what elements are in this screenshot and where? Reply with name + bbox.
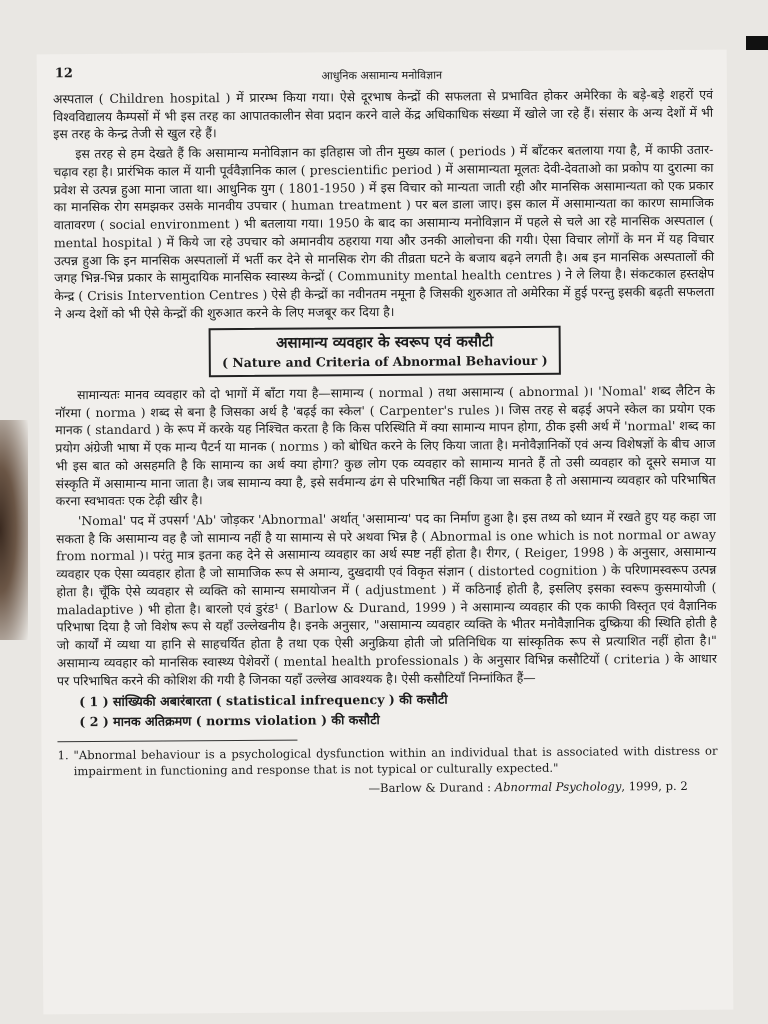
running-title: आधुनिक असामान्य मनोविज्ञान <box>321 68 443 83</box>
footnote-source-suffix: , 1999, p. 2 <box>621 778 688 793</box>
paragraph-2: इस तरह से हम देखते हैं कि असामान्य मनोविज्ञान का इतिहास जो तीन मुख्य काल ( periods ) में बाँटकर बतलाया गया है, में काफी उतार-चढ़ाव रहा है। प्रारंभिक काल में यानी पूर्ववैज्ञानिक काल ( prescientific period ) में असामान्यता मूलतः देवी-देवताओ का प्रकोप या दुरात्मा का प्रवेश से उत्पन्न हुआ माना जाता था। आधुनिक युग ( 1801-1950 ) में इस विचार को मान्यता जाती रही और मानसिक असामान्यता को एक प्रकार का मानसिक रोग समझकर उसके मानवीय उपचार ( human treatment ) पर बल डाला जाए। इस काल में असामान्यता का कारण सामाजिक वातावरण ( social environment ) भी बतलाया गया। 1950 के बाद का असामान्य मनोविज्ञान में पहले से चले आ रहे मानसिक अस्पताल ( mental hospital ) में किये जा रहे उपचार को अमानवीय ठहराया गया और उनकी आलोचना की गयी। ऐसा विचार लोगों के मन में यह विचार उत्पन्न हुआ कि इन मानसिक अस्पतालों में भर्ती कर देने से मानसिक रोग की तीव्रता घटने के बजाय बढ़ने लगती है। अब इन मानसिक अस्पतालों की जगह भिन्न-भिन्न प्रकार के सामुदायिक मानसिक स्वास्थ्य केन्द्रों ( Community mental health centres ) ने ले लिया है। संकटकाल हस्तक्षेप केन्द्र ( Crisis Intervention Centres ) ऐसे ही केन्द्रों का नवीनतम नमूना है जिसकी शुरुआत तो अमेरिका में हुई परन्तु इसकी बढ़ती सफलता ने अन्य देशों को भी ऐसे केन्द्रों की शुरुआत करने के लिए मजबूर कर दिया है। <box>53 141 715 322</box>
section-heading-hindi: असामान्य व्यवहार के स्वरूप एवं कसौटी <box>275 331 494 352</box>
criteria-list <box>79 689 717 731</box>
criteria-item-1: ( 1 ) सांख्यिकी अबारंबारता ( statistical infrequency ) की कसौटी <box>79 691 448 710</box>
page-number: 12 <box>54 66 73 82</box>
book-binding-shadow <box>0 420 28 640</box>
criteria-item-2: ( 2 ) मानक अतिक्रमण ( norms violation ) की कसौटी <box>79 712 380 730</box>
footnote-source-prefix: —Barlow & Durand : <box>368 779 495 795</box>
section-heading <box>209 325 561 377</box>
scan-corner-mark <box>746 36 768 50</box>
paragraph-3: सामान्यतः मानव व्यवहार को दो भागों में बाँटा गया है—सामान्य ( normal ) तथा असामान्य ( abnormal )। 'Nomal' शब्द लैटिन के नॉरमा ( norma ) शब्द से बना है जिसका अर्थ है 'बढ़ई का स्केल' ( Carpenter's rules )। जिस तरह से बढ़ई अपने स्केल का प्रयोग एक मानक ( standard ) के रूप में करके यह निश्चित करता है कि किस परिस्थिति में क्या सामान्य मापन होगा, ठीक इसी अर्थ में 'normal' शब्द का प्रयोग अंग्रेजी भाषा में एक मान्य पैटर्न या मानक ( norms ) को बोधित करने के लिए किया जाता है। मनोवैज्ञानिकों एवं अन्य विशेषज्ञों के बीच आज भी इस बात को असहमति है कि सामान्य का अर्थ क्या होगा? कुछ लोग एक व्यवहार को सामान्य मानते हैं तो उसी व्यवहार को दूसरे समाज या संस्कृति में असामान्य माना जाता है। जब सामान्य क्या है, इसे सर्वमान्य ढंग से परिभाषित नहीं किया जा सकता है तो असामान्य व्यवहार को परिभाषित करना स्वभावतः एक टेढ़ी खीर है। <box>55 382 716 509</box>
page-header <box>37 50 727 91</box>
footnote-source <box>58 777 718 798</box>
paragraph-4: 'Nomal' पद में उपसर्ग 'Ab' जोड़कर 'Abnormal' अर्थात् 'असामान्य' पद का निर्माण हुआ है। इस तथ्य को ध्यान में रखते हुए यह कहा जा सकता है कि असामान्य वह है जो सामान्य नहीं है या सामान्य से परे अथवा भिन्न है ( Abnormal is one which is not normal or away from normal )। परंतु मात्र इतना कह देने से असामान्य व्यवहार का अर्थ स्पष्ट नहीं होता है। रीगर, ( Reiger, 1998 ) के अनुसार, असामान्य व्यवहार एक ऐसा व्यवहार होता है जो सामाजिक रूप से अमान्य, दुखदायी एवं विकृत संज्ञान ( distorted cognition ) के परिणामस्वरूप उत्पन्न होता है। चूँकि ऐसे व्यवहार से व्यक्ति को सामान्य समायोजन में ( adjustment ) में कठिनाई होती है, इसलिए इसका स्वरूप कुसमायोजी ( maladaptive ) भी होता है। बारलो एवं डुरंड¹ ( Barlow & Durand, 1999 ) ने असामान्य व्यवहार की एक काफी विस्तृत एवं वैज्ञानिक परिभाषा दिया है जो विशेष रूप से यहाँ उल्लेखनीय है। इनके अनुसार, "असामान्य व्यवहार व्यक्ति के भीतर मनोवैज्ञानिक दुष्क्रिया की स्थिति होती है जो कार्यों में व्यथा या हानि से साहचर्यित होता है तथा एक ऐसी अनुक्रिया होती जो प्रतिनिधिक या सांस्कृतिक रूप से प्रत्याशित नहीं होता है।" असामान्य व्यवहार को मानसिक स्वास्थ्य पेशेवरों ( mental health professionals ) के अनुसार विभिन्न कसौटियों ( criteria ) के आधार पर परिभाषित करने की कोशिश की गयी है जिनका यहाँ उल्लेख आवश्यक है। ऐसी कसौटियाँ निम्नांकित हैं— <box>55 508 717 688</box>
footnote-text: 1. "Abnormal behaviour is a psychological dysfunction within an individual that is associated with distress or impairment in functioning and response that is not typical or culturally expected." <box>57 744 718 779</box>
footnote-source-title: Abnormal Psychology <box>494 778 622 794</box>
paragraph-1: अस्पताल ( Children hospital ) में प्रारम्भ किया गया। ऐसे दूरभाष केन्द्रों की सफलता से प्रभावित होकर अमेरिका के बड़े-बड़े शहरों एवं विश्वविद्यालय कैम्पसों में भी इस तरह का आपातकालीन सेवा प्रदान करने वाले केंद्र अधिकाधिक संख्या में खोले जा रहे हैं। संसार के अन्य देशों में भी इस तरह के केन्द्र तेजी से खुल रहे हैं। <box>52 86 714 142</box>
page-body <box>37 86 732 799</box>
book-page <box>37 50 734 1015</box>
section-heading-english: ( Nature and Criteria of Abnormal Behaviour ) <box>221 352 548 371</box>
footnote-divider <box>57 740 297 743</box>
